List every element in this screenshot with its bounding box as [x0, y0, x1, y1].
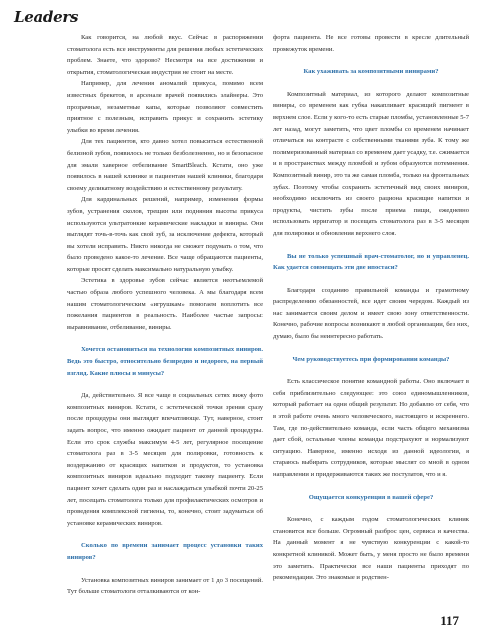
right-column [273, 32, 469, 584]
paragraph: Как говорится, на любой вкус. Сейчас в распоряжении стоматолога есть все инструменты для решения любых эстетических проблем. Знаете, что здорово? Несмотря на все достижения и открытия, стоматологическая индустрия не стоит на месте. [67, 34, 263, 76]
paragraph: Конечно, с каждым годом стоматологических клиник становится все больше. Огромный разброс цен, сервиса и качества. На данный момент я не чувствую конкуренции с какой-то конкретной клиникой. Может быть, у меня просто не было времени это заметить. Практически все наши пациенты приходят по рекомендации. Это знакомые и родствен- [273, 516, 469, 582]
question-heading: Ощущается конкуренция в вашей сфере? [308, 493, 434, 501]
paragraph: Благодаря созданию правильной команды и грамотному распределению обязанностей, все идет своим чередом. Каждый из нас занимается своим делом и имеет свою зону ответственности. Конечно, рабочие вопросы возникают в любой организации, без них, думаю, было бы неинтересно работать. [273, 286, 469, 341]
left-column [67, 32, 263, 598]
paragraph: Для тех пациентов, кто давно хотел повыситься естественной белизной зубов, появилось не только безболезненно, но и безопасное для эмали хаверное отбеливание SmartBleach. Кстати, оно уже появилось в нашей клинике и пациентам нашей клиники, благодаря своему деликатному воздействию и естественному результату. [67, 138, 263, 192]
paragraph: Эстетика в здоровье зубов сейчас является неотъемлемой частью образа любого успешного человека. А мы благодаря всем нашим стоматологическим «игрушкам» помогаем воплотить все пожелания пациентов в реальность. Наиболее частые запросы: выравнивание, отбеливание, виниры. [67, 277, 263, 331]
paragraph: Да, действительно. Я все чаще в социальных сетях вижу фото композитных виниров. Кстати, с эстетической точки зрения сразу после процедуры они выглядят впечатляюще. Тут, наверное, стоит задать вопрос, что именно ожидает пациент от данной процедуры. Если это срок службы максимум 4-5 лет, регулярное посещение стоматолога раз в 3-5 месяцев для полировки, готовность к воздержанию от красящих напитков и продуктов, то установка композитных виниров идеально подходит такому пациенту. Если пациент хочет сделать один раз и наслаждаться улыбкой почти 20-25 лет, посещать стоматолога только для профилактических осмотров и проведения комплексной гигиены, то, конечно, стоит задуматься об установке керамических виниров. [67, 392, 263, 527]
question-heading: Вы не только успешный врач-стоматолог, но и управленец. Как удается совмещать эти две ипостаси? [273, 252, 469, 272]
magazine-logo: Leaders [14, 8, 79, 26]
paragraph: форта пациента. Не все готовы провести в кресле длительный промежуток времени. [273, 34, 469, 53]
page-number: 117 [440, 613, 459, 628]
question-heading: Как ухаживать за композитными винирами? [303, 68, 439, 76]
paragraph: Например, для лечения аномалий прикуса, помимо всем известных брекетов, в арсенале врачей появились элайнеры. Это прозрачные, незаметные капы, которые позволяют совместить приятное с полезным, исправить прикус и сохранить эстетику улыбки во время лечения. [67, 80, 263, 134]
paragraph: Композитный материал, из которого делают композитные виниры, со временем как губка накапливает красящий пигмент в верхнем слое. Если у кого-то есть старые пломбы, установленные 5-7 лет назад, могут заметить, что цвет пломбы со временем начинает отличаться на контрасте с собственными тканями зуба. К тому же полимеризованный материал со временем дает усадку, т.е. сжимается и в пространствах между пломбой и зубом образуются потемнения. Композитный винир, это та же самая пломба, только на фронтальных зубах. Поэтому чтобы сохранить эстетичный вид своих виниров, необходимо исключить из своего рациона красящие напитки и продукты, чистить зубы после приема пищи, ежедневно использовать ирригатор и посещать стоматолога раз в 3-5 месяцев для полировки и обновления верхнего слоя. [273, 90, 469, 237]
paragraph: Установка композитных виниров занимает от 1 до 3 посещений. Тут больше стоматологи отталкиваются от кон- [67, 576, 263, 596]
question-heading: Хочется остановиться на технологии композитных виниров. Ведь это быстро, относительно безвредно и недорого, на первый взгляд. Какие плюсы и минусы? [67, 346, 263, 377]
question-heading: Чем руководствуетесь при формировании команды? [292, 355, 450, 363]
paragraph: Есть классическое понятие командной работы. Оно включает в себя приблизительно следующее: это союз единомышленников, который работает на одни общий результат. Но добавлю от себя, что в этой работе очень много человеческого, настоящего и искреннего. Там, где по-действительно команда, если часть общего механизма дает сбой, остальные члены команды подстрахуют и нормализуют ситуацию. Наверное, именно исходя из данной идеологии, я стараюсь выбирать сотрудников, которые мыслят со мной в одном направлении и придерживаются таких же постулатов, что и я. [273, 378, 469, 478]
paragraph: Для кардинальных решений, например, изменения формы зубов, устранения сколов, трещин или подняния высоты прикуса используются ультратонкие керамические накладки и виниры. Они выглядят точь-в-точь как свой зуб, за исключение дефекта, который вы хотели исправить. Никто никогда не сможет подумать о том, что было проведено какое-то лечение. Все чаще обращаются пациенты, которые просят сделать максимально натуральную улыбку. [67, 196, 263, 273]
question-heading: Сколько по времени занимает процесс установки таких виниров? [67, 542, 263, 561]
